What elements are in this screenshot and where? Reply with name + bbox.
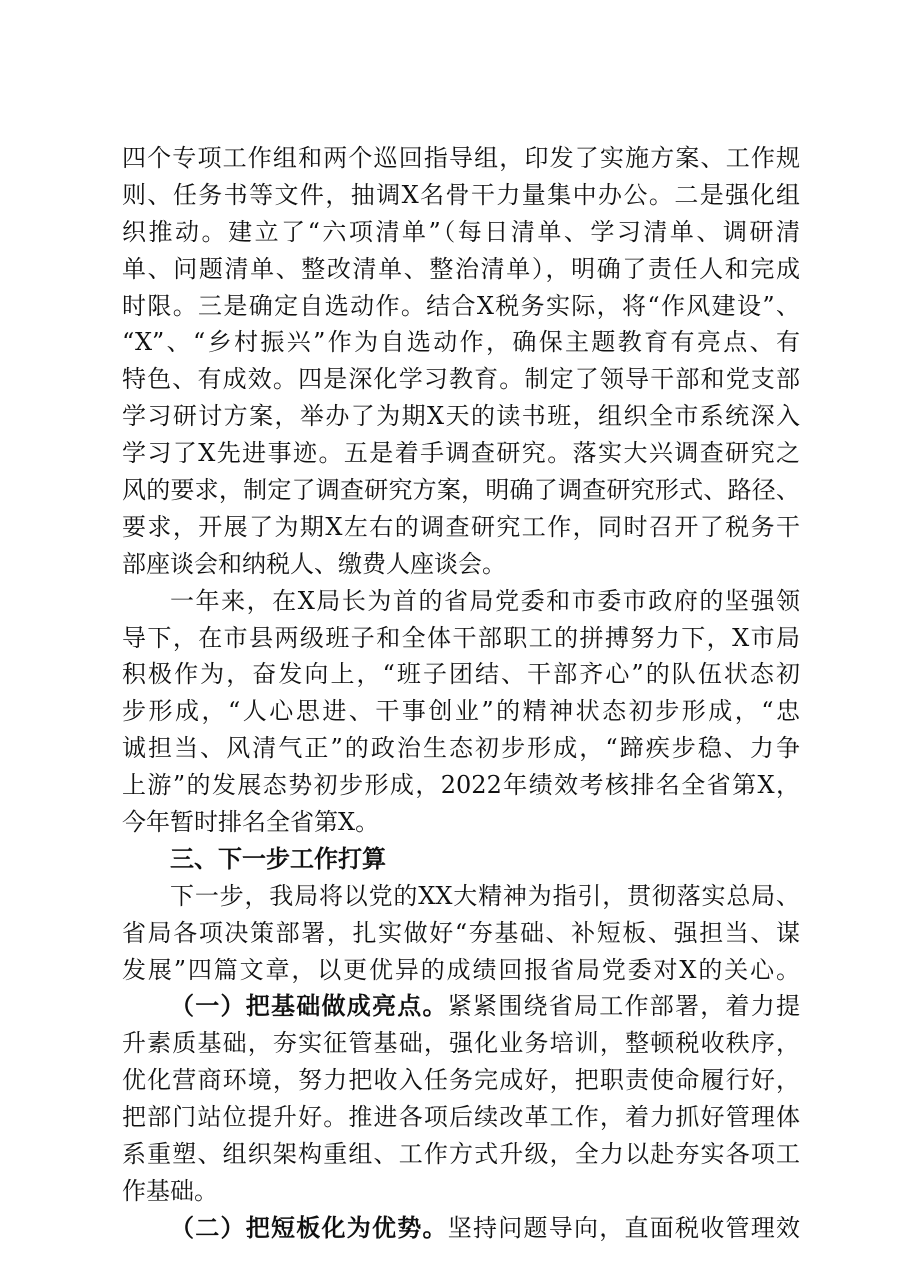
- subsection-text: 坚持问题导向，直面税收管理效: [447, 1213, 800, 1242]
- text-line: 省局各项决策部署，扎实做好“夯基础、补短板、强担当、谋: [122, 918, 800, 947]
- text-line: 系重塑、组织架构重组、工作方式升级，全力以赴夯实各项工: [122, 1140, 800, 1169]
- subsection-weakness: [122, 1210, 800, 1247]
- text-line: 把部门站位提升好。推进各项后续改革工作，着力抓好管理体: [122, 1103, 800, 1132]
- paragraph-next-steps: [122, 878, 800, 989]
- text-line: 升素质基础，夯实征管基础，强化业务培训，整顿税收秩序，: [122, 1029, 800, 1058]
- text-line: 则、任务书等文件，抽调X名骨干力量集中办公。二是强化组: [122, 180, 800, 209]
- text-line: 发展”四篇文章，以更优异的成绩回报省局党委对X的关心。: [122, 955, 800, 984]
- text-line: 学习了X先进事迹。五是着手调查研究。落实大兴调查研究之: [122, 439, 800, 468]
- text-line: 下一步，我局将以党的XX大精神为指引，贯彻落实总局、: [170, 881, 800, 910]
- text-line: 四个专项工作组和两个巡回指导组，印发了实施方案、工作规: [122, 144, 800, 172]
- text-line: 作基础。: [122, 1176, 218, 1205]
- text-line: 时限。三是确定自选动作。结合X税务实际，将“作风建设”、: [122, 291, 800, 320]
- paragraph-year-summary: [122, 583, 800, 841]
- text-line: [122, 1210, 800, 1247]
- section-heading: 三、下一步工作打算: [170, 844, 386, 873]
- subsection-title: （二）把短板化为优势。: [170, 1212, 448, 1242]
- text-line: 步形成，“人心思进、干事创业”的精神状态初步形成，“忠: [122, 697, 800, 726]
- text-line: 上游”的发展态势初步形成，2022年绩效考核排名全省第X，: [122, 771, 800, 800]
- text-line: 风的要求，制定了调查研究方案，明确了调查研究形式、路径、: [122, 476, 800, 505]
- paragraph-work-arrangements: [122, 140, 800, 583]
- subsection-title: （一）把基础做成亮点。: [170, 991, 448, 1021]
- text-line: 诚担当、风清气正”的政治生态初步形成，“蹄疾步稳、力争: [122, 734, 800, 763]
- text-line: “X”、“乡村振兴”作为自选动作，确保主题教育有亮点、有: [122, 328, 800, 357]
- text-line: 特色、有成效。四是深化学习教育。制定了领导干部和党支部: [122, 365, 800, 394]
- document-body: [122, 140, 800, 1247]
- subsection-text: 紧紧围绕省局工作部署，着力提: [447, 992, 800, 1021]
- text-line: 一年来，在X局长为首的省局党委和市委市政府的坚强领: [170, 586, 800, 615]
- text-line: 学习研讨方案，举办了为期X天的读书班，组织全市系统深入: [122, 402, 800, 431]
- text-line: 导下，在市县两级班子和全体干部职工的拼搏努力下，X市局: [122, 623, 800, 652]
- text-line: 积极作为，奋发向上，“班子团结、干部齐心”的队伍状态初: [122, 660, 800, 689]
- text-line: 优化营商环境，努力把收入任务完成好，把职责使命履行好，: [122, 1066, 800, 1095]
- text-line: 部座谈会和纳税人、缴费人座谈会。: [122, 549, 506, 578]
- text-line: [122, 988, 800, 1025]
- text-line: 织推动。建立了“六项清单”（每日清单、学习清单、调研清: [122, 217, 800, 246]
- text-line: 今年暂时排名全省第X。: [122, 808, 380, 837]
- text-line: 单、问题清单、整改清单、整治清单），明确了责任人和完成: [122, 254, 800, 283]
- subsection-foundation: [122, 988, 800, 1209]
- text-line: 要求，开展了为期X左右的调查研究工作，同时召开了税务干: [122, 512, 800, 541]
